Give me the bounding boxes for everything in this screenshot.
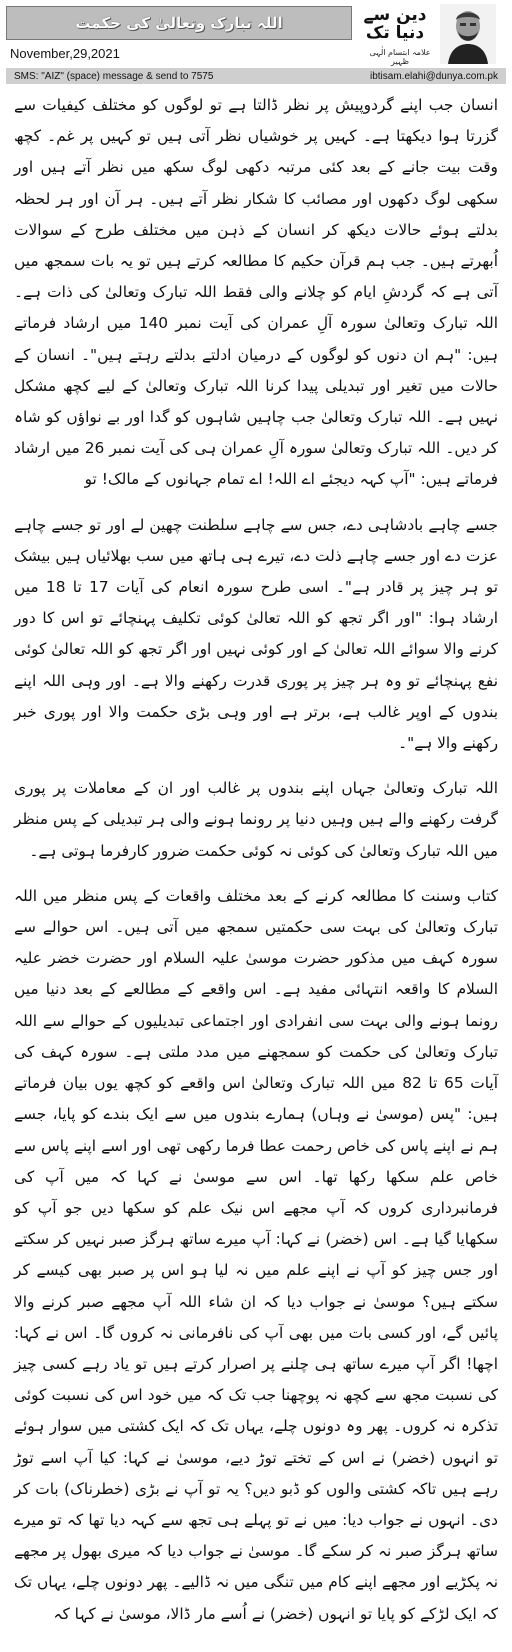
sms-instruction: SMS: "AIZ" (space) message & send to 7575 [14, 70, 214, 82]
article-body [14, 90, 498, 1644]
column-title: اللہ تبارک وتعالیٰ کی حکمت [75, 14, 283, 32]
paragraph: انسان جب اپنے گردوپیش پر نظر ڈالتا ہے تو لوگوں کو مختلف کیفیات سے گزرتا ہوا دیکھتا ہے۔ کہیں پر خوشیاں نظر آتی ہیں تو کہیں پر غم۔ کچھ وقت بیت جانے کے بعد کئی مرتبہ دکھی لوگ سکھ میں نظر آتے ہیں اور سکھی لوگ دکھوں اور مصائب کا شکار نظر آتے ہیں۔ ہر آن اور ہر لحظہ بدلتے ہوئے حالات دیکھ کر انسان کے ذہن میں مختلف طرح کے سوالات اُبھرتے ہیں۔ جب ہم قرآن حکیم کا مطالعہ کرتے ہیں تو یہ بات سمجھ میں آتی ہے کہ گردشِ ایام کو چلانے والی فقط اللہ تبارک وتعالیٰ کی ذات ہے۔ اللہ تبارک وتعالیٰ سورہ آلِ عمران کی آیت نمبر 140 میں ارشاد فرماتے ہیں: "ہم ان دنوں کو لوگوں کے درمیان ادلتے بدلتے رہتے ہیں"۔ انسان کے حالات میں تغیر اور تبدیلی پیدا کرنا اللہ تبارک وتعالیٰ کے لیے کچھ مشکل نہیں ہے۔ اللہ تبارک وتعالیٰ جب چاہیں شاہوں کو گدا اور بے نواؤں کو شاہ کر دیں۔ اللہ تبارک وتعالیٰ سورہ آلِ عمران ہی کی آیت نمبر 26 میں ارشاد فرماتے ہیں: "آپ کہہ دیجئے اے اللہ! اے تمام جہانوں کے مالک! تو [14, 96, 498, 489]
paragraph: اللہ تبارک وتعالیٰ جہاں اپنے بندوں پر غالب اور ان کے معاملات پر پوری گرفت رکھنے والے ہیں وہیں دنیا پر رونما ہونے والی ہر تبدیلی کے پس منظر میں اللہ تبارک وتعالیٰ کی کوئی نہ کوئی حکمت ضرور کارفرما ہوتی ہے۔ [14, 779, 498, 860]
title-bar [6, 6, 352, 40]
column-brand-name: دین سے دنیا تک [363, 5, 427, 43]
publish-date: November,29,2021 [10, 46, 120, 61]
column-header [0, 0, 512, 68]
author-email: ibtisam.elahi@dunya.com.pk [370, 70, 498, 82]
paragraph: جسے چاہے بادشاہی دے، جس سے چاہے سلطنت چھین لے اور تو جسے چاہے عزت دے اور جسے چاہے ذلت دے، تیرے ہی ہاتھ میں سب بھلائیاں ہیں بیشک تو ہر چیز پر قادر ہے"۔ اسی طرح سورہ انعام کی آیات 17 تا 18 میں ارشاد ہوا: "اور اگر تجھ کو اللہ تعالیٰ کوئی تکلیف پہنچائے تو اس کا دور کرنے والا سوائے اللہ تعالیٰ کے اور کوئی نہیں اور اگر تجھ کو اللہ تعالیٰ کوئی نفع پہنچائے تو وہ ہر چیز پر پوری قدرت رکھنے والا ہے۔ اور وہی اللہ اپنے بندوں کے اوپر غالب ہے، برتر ہے اور وہی بڑی حکمت والا اور پوری خبر رکھنے والا ہے"۔ [14, 515, 498, 753]
author-portrait [440, 4, 496, 64]
sms-strip [6, 68, 506, 84]
column-brand [360, 4, 500, 66]
author-name: علامہ ابتسام الٰہی ظہیر [369, 48, 431, 66]
paragraph: کتاب وسنت کا مطالعہ کرنے کے بعد مختلف واقعات کے پس منظر میں اللہ تبارک وتعالیٰ کی بہت سی حکمتیں سمجھ میں آتی ہیں۔ اس حوالے سے سورہ کہف میں مذکور حضرت موسیٰ علیہ السلام اور حضرت خضر علیہ السلام کا واقعہ انتہائی مفید ہے۔ اس واقعے کے مطالعے کے بعد دنیا میں رونما ہونے والی بہت سی انفرادی اور اجتماعی تبدیلیوں کے حوالے سے اللہ تبارک وتعالیٰ کی حکمت کو سمجھنے میں مدد ملتی ہے۔ سورہ کہف کی آیات 65 تا 82 میں اللہ تبارک وتعالیٰ اس واقعے کو کچھ یوں بیان فرماتے ہیں: "پس (موسیٰ نے وہاں) ہمارے بندوں میں سے ایک بندے کو پایا، جسے ہم نے اپنے پاس کی خاص رحمت عطا فرما رکھی تھی اور اسے اپنے پاس سے خاص علم سکھا رکھا تھا۔ اس سے موسیٰ نے کہا کہ میں آپ کی فرمانبرداری کروں کہ آپ مجھے اس نیک علم کو سکھا دیں جو آپ کو سکھایا گیا ہے۔ اس (خضر) نے کہا: آپ میرے ساتھ ہرگز صبر نہیں کر سکتے اور جس چیز کو آپ نے اپنے علم میں نہ لیا ہو اس پر صبر بھی کیسے کر سکتے ہیں؟ موسیٰ نے جواب دیا کہ ان شاء اللہ آپ مجھے صبر کرنے والا پائیں گے، اور کسی بات میں بھی آپ کی نافرمانی نہ کروں گا۔ اس نے کہا: اچھا! اگر آپ میرے ساتھ ہی چلنے پر اصرار کرتے ہیں تو یاد رہے کسی چیز کی نسبت مجھ سے کچھ نہ پوچھنا جب تک کہ میں خود اس کی نسبت کوئی تذکرہ نہ کروں۔ پھر وہ دونوں چلے، یہاں تک کہ ایک کشتی میں سوار ہوئے تو انہوں (خضر) نے اس کے تختے توڑ دیے، موسیٰ نے کہا: کیا آپ اسے توڑ رہے ہیں تاکہ کشتی والوں کو ڈبو دیں؟ یہ تو آپ نے بڑی (خطرناک) بات کر دی۔ انہوں نے جواب دیا: میں نے تو پہلے ہی تجھ سے کہہ دیا تھا کہ تو میرے ساتھ ہرگز صبر نہ کر سکے گا۔ موسیٰ نے جواب دیا کہ میری بھول پر مجھے نہ پکڑیے اور مجھے اپنے کام میں تنگی میں نہ ڈالیے۔ پھر دونوں چلے، یہاں تک کہ ایک لڑکے کو پایا تو انہوں (خضر) نے اُسے مار ڈالا، موسیٰ نے کہا کہ [14, 886, 498, 1623]
